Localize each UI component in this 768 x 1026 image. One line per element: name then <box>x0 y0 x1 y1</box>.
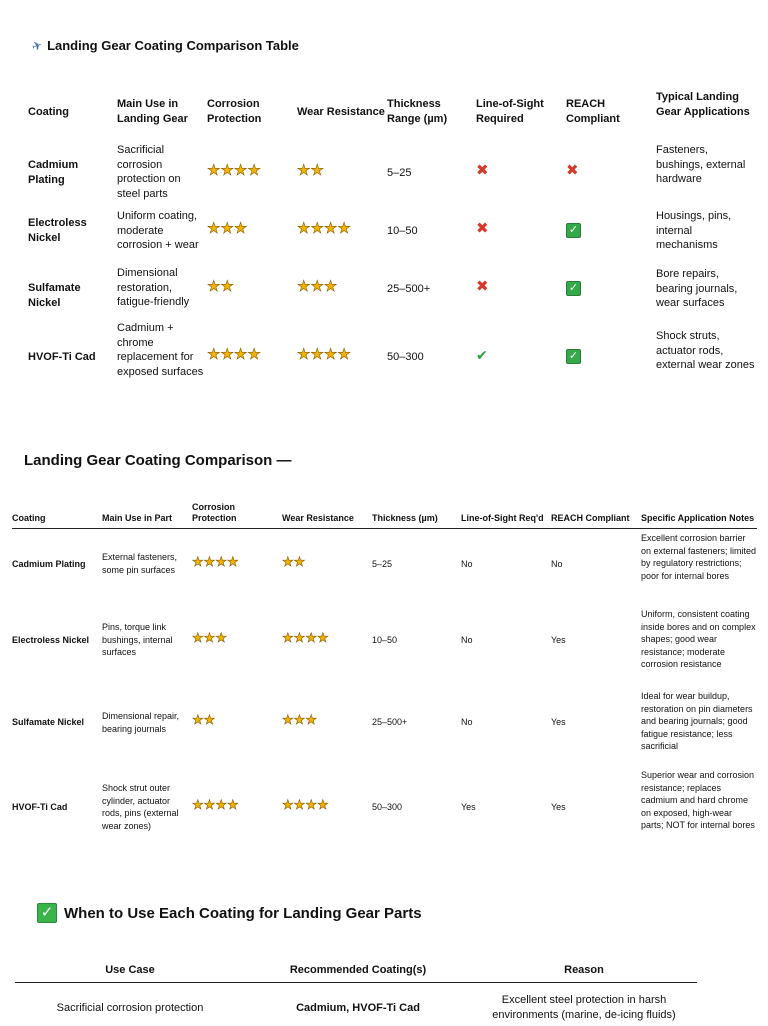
table2-header-coating: Coating <box>12 513 46 523</box>
star-icon: ★ <box>203 630 216 645</box>
table-row <box>0 143 768 203</box>
table2-header-corrosion: Corrosion Protection <box>192 502 237 523</box>
use-case: Sacrificial corrosion protection <box>56 1002 204 1014</box>
star-icon: ★ <box>305 712 317 727</box>
star-icon: ★ <box>226 554 239 569</box>
cross-mark-icon: ✖ <box>476 220 489 237</box>
main-use: Shock strut outer cylinder, actuator rods, pins (external wear zones) <box>102 783 179 831</box>
star-icon: ★ <box>305 797 317 812</box>
star-icon: ★ <box>192 554 204 569</box>
star-icon: ★ <box>323 220 338 237</box>
star-icon: ★ <box>233 220 248 237</box>
table-row <box>0 208 768 256</box>
table3-header-use-case: Use Case <box>105 964 155 976</box>
table2-header-line-of-sight: Line-of-Sight Req'd <box>461 513 544 523</box>
star-icon: ★ <box>337 346 351 363</box>
table2-header-reach: REACH Compliant <box>551 513 630 523</box>
table-row <box>0 532 768 598</box>
reach-value: Yes <box>551 635 566 645</box>
check-box-icon <box>566 349 654 364</box>
corrosion-stars <box>192 714 280 728</box>
table2-header-row <box>12 500 757 529</box>
table1-title: ✈ Landing Gear Coating Comparison Table <box>29 37 299 54</box>
reach-value: No <box>551 559 563 569</box>
star-icon: ★ <box>282 797 294 812</box>
wear-stars <box>282 632 370 646</box>
table2-header-thickness: Thickness (µm) <box>372 513 438 523</box>
wear-stars <box>282 556 370 570</box>
star-icon: ★ <box>293 712 306 727</box>
star-icon: ★ <box>215 797 227 812</box>
table3-header-recommended: Recommended Coating(s) <box>289 964 427 976</box>
table-row <box>0 266 768 314</box>
star-icon: ★ <box>247 346 261 363</box>
main-use: Dimensional repair, bearing journals <box>102 711 180 734</box>
applications: Housings, pins, internal mechanisms <box>656 210 732 251</box>
table1-header-wear: Wear Resistance <box>297 106 385 118</box>
star-icon: ★ <box>310 346 324 363</box>
check-box-icon <box>566 223 654 238</box>
table2-header-notes: Specific Application Notes <box>641 513 755 523</box>
star-icon: ★ <box>323 346 338 363</box>
star-icon: ★ <box>220 278 234 295</box>
recommended-coatings: Cadmium, HVOF-Ti Cad <box>296 1002 420 1014</box>
main-use: External fasteners, some pin surfaces <box>102 552 178 575</box>
check-mark-icon <box>476 348 564 365</box>
star-icon: ★ <box>220 162 234 179</box>
cross-mark-icon: ✖ <box>476 162 489 179</box>
star-icon: ★ <box>293 554 306 569</box>
thickness-range: 50–300 <box>372 802 403 812</box>
coating-name: Cadmium Plating <box>28 159 79 186</box>
applications: Fasteners, bushings, external hardware <box>656 144 746 185</box>
star-icon: ★ <box>220 220 234 237</box>
star-icon: ★ <box>233 346 248 363</box>
table1-header-coating: Coating <box>28 106 69 118</box>
star-icon: ★ <box>207 162 221 179</box>
wear-stars <box>282 799 370 813</box>
star-icon: ★ <box>297 346 311 363</box>
wear-stars <box>282 714 370 728</box>
main-use: Dimensional restoration, fatigue-friendly <box>117 267 190 308</box>
star-icon: ★ <box>282 554 294 569</box>
thickness-range: 10–50 <box>372 635 398 645</box>
table-row <box>0 690 768 756</box>
coating-name: HVOF-Ti Cad <box>28 351 96 363</box>
thickness-range: 25–500+ <box>387 283 431 295</box>
table2-header-main-use: Main Use in Part <box>102 513 173 523</box>
star-icon: ★ <box>297 278 311 295</box>
applications: Bore repairs, bearing journals, wear surfaces <box>656 268 738 309</box>
reason: Excellent steel protection in harsh environments (marine, de-icing fluids) <box>492 994 676 1021</box>
line-of-sight-value: No <box>461 717 473 727</box>
coating-name: HVOF-Ti Cad <box>12 802 68 812</box>
thickness-range: 5–25 <box>387 167 412 179</box>
cross-mark-icon <box>476 164 564 180</box>
table-row <box>0 321 768 395</box>
application-notes: Ideal for wear buildup, restoration on pin diameters and bearing journals; good fatigue resistance; less sacrificial <box>641 691 753 751</box>
star-icon: ★ <box>293 630 306 645</box>
star-icon: ★ <box>207 346 221 363</box>
star-icon: ★ <box>323 278 338 295</box>
star-icon: ★ <box>293 797 306 812</box>
check-box-icon: ✓ <box>566 223 581 238</box>
table-row <box>15 990 697 1026</box>
wear-stars <box>297 222 385 238</box>
table3-header-row <box>15 958 697 983</box>
reach-value: Yes <box>551 717 566 727</box>
application-notes: Uniform, consistent coating inside bores and on complex shapes; good wear resistance; moderate corrosion resistance <box>641 609 756 669</box>
thickness-range: 25–500+ <box>372 717 408 727</box>
star-icon: ★ <box>297 162 311 179</box>
thickness-range: 10–50 <box>387 225 418 237</box>
table1-header-row <box>0 88 768 138</box>
cross-mark-icon <box>566 164 654 180</box>
section3-title: ✓ When to Use Each Coating for Landing Gear Parts <box>37 903 422 923</box>
table-row <box>0 769 768 847</box>
coating-name: Electroless Nickel <box>28 217 87 244</box>
main-use: Pins, torque link bushings, internal surfaces <box>102 622 173 657</box>
corrosion-stars <box>192 799 280 813</box>
line-of-sight-value: Yes <box>461 802 476 812</box>
star-icon: ★ <box>203 712 216 727</box>
star-icon: ★ <box>247 162 261 179</box>
wear-stars <box>297 280 385 296</box>
coating-name: Sulfamate Nickel <box>28 282 81 309</box>
table3-header-reason: Reason <box>564 964 604 976</box>
star-icon: ★ <box>297 220 311 237</box>
table-row <box>0 608 768 674</box>
main-use: Sacrificial corrosion protection on steel parts <box>117 144 181 200</box>
thickness-range: 5–25 <box>372 559 393 569</box>
corrosion-stars <box>207 348 295 364</box>
thickness-range: 50–300 <box>387 351 424 363</box>
star-icon: ★ <box>215 630 227 645</box>
coating-name: Cadmium Plating <box>12 559 86 569</box>
star-icon: ★ <box>282 712 294 727</box>
table1-header-corrosion: Corrosion Protection <box>207 98 262 125</box>
star-icon: ★ <box>337 220 351 237</box>
star-icon: ★ <box>310 278 324 295</box>
table1-header-main-use: Main Use in Landing Gear <box>117 98 188 125</box>
check-box-icon: ✓ <box>566 349 581 364</box>
star-icon: ★ <box>207 278 221 295</box>
application-notes: Excellent corrosion barrier on external fasteners; limited by regulatory restrictions; poor for internal bores <box>641 533 757 581</box>
airplane-icon: ✈ <box>29 37 45 54</box>
corrosion-stars <box>207 280 295 296</box>
main-use: Uniform coating, moderate corrosion + wear <box>117 210 199 251</box>
cross-mark-icon: ✖ <box>566 162 579 179</box>
table1-header-line-of-sight: Line-of-Sight Required <box>476 98 544 125</box>
cross-mark-icon <box>476 222 564 238</box>
application-notes: Superior wear and corrosion resistance; replaces cadmium and hard chrome on exposed, high-wear parts; NOT for internal bores <box>641 770 755 830</box>
star-icon: ★ <box>226 797 239 812</box>
table1-header-reach: REACH Compliant <box>566 98 620 125</box>
star-icon: ★ <box>310 162 324 179</box>
line-of-sight-value: No <box>461 559 473 569</box>
star-icon: ★ <box>316 630 329 645</box>
table2-header-wear: Wear Resistance <box>282 513 354 523</box>
corrosion-stars <box>192 632 280 646</box>
check-box-icon: ✓ <box>566 281 581 296</box>
corrosion-stars <box>207 164 295 180</box>
check-box-icon <box>566 281 654 296</box>
star-icon: ★ <box>192 630 204 645</box>
cross-mark-icon <box>476 280 564 296</box>
check-box-icon: ✓ <box>37 903 57 923</box>
corrosion-stars <box>192 556 280 570</box>
line-of-sight-value: No <box>461 635 473 645</box>
star-icon: ★ <box>207 220 221 237</box>
star-icon: ★ <box>233 162 248 179</box>
wear-stars <box>297 164 385 180</box>
star-icon: ★ <box>192 712 204 727</box>
table1-header-thickness: Thickness Range (µm) <box>387 98 448 125</box>
applications: Shock struts, actuator rods, external wear zones <box>656 330 755 371</box>
corrosion-stars <box>207 222 295 238</box>
table2-title: Landing Gear Coating Comparison — <box>24 452 292 469</box>
wear-stars <box>297 348 385 364</box>
coating-name: Sulfamate Nickel <box>12 717 85 727</box>
star-icon: ★ <box>282 630 294 645</box>
star-icon: ★ <box>310 220 324 237</box>
cross-mark-icon: ✖ <box>476 278 489 295</box>
star-icon: ★ <box>305 630 317 645</box>
star-icon: ★ <box>316 797 329 812</box>
star-icon: ★ <box>215 554 227 569</box>
star-icon: ★ <box>192 797 204 812</box>
star-icon: ★ <box>220 346 234 363</box>
star-icon: ★ <box>203 554 216 569</box>
main-use: Cadmium + chrome replacement for exposed surfaces <box>117 322 204 378</box>
reach-value: Yes <box>551 802 566 812</box>
table1-header-applications: Typical Landing Gear Applications <box>656 91 750 118</box>
check-mark-icon: ✔ <box>476 347 488 363</box>
coating-name: Electroless Nickel <box>12 635 90 645</box>
star-icon: ★ <box>203 797 216 812</box>
